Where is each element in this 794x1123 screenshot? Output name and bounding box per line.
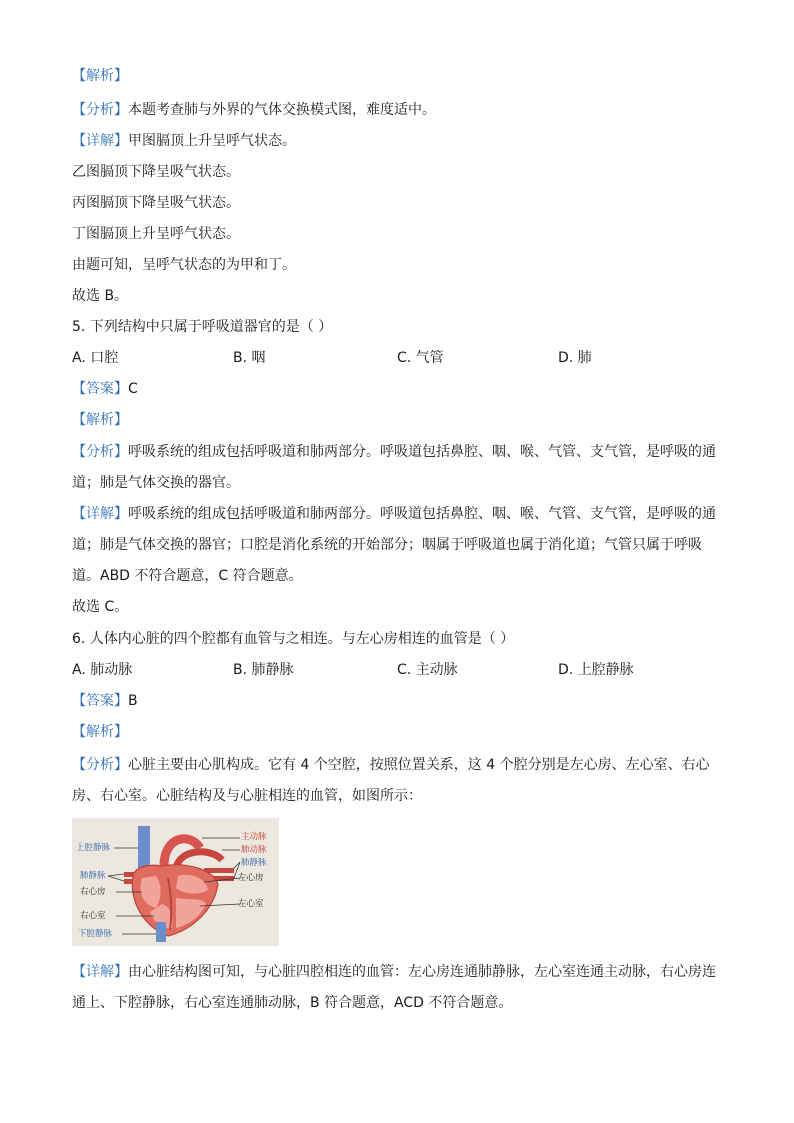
q4-detail-4: 丁图膈顶上升呈呼气状态。: [72, 226, 240, 242]
label-aorta: 主动脉: [241, 832, 267, 842]
fenxi-tag: 【分析】: [72, 444, 128, 460]
label-pulmonary-vein-right: 肺静脉: [241, 858, 267, 868]
q5-detail-3: 道。ABD 不符合题意，C 符合题意。: [72, 568, 303, 584]
q6-option-c: C. 主动脉: [397, 662, 458, 678]
q6-jiexi-tag: 【解析】: [72, 724, 128, 740]
xiangjie-tag: 【详解】: [72, 506, 128, 522]
fenxi-tag: 【分析】: [72, 757, 128, 773]
label-left-ventricle: 左心室: [238, 899, 264, 909]
label-inferior-vena-cava: 下腔静脉: [78, 929, 113, 939]
label-right-ventricle: 右心室: [80, 911, 106, 921]
q6-option-d: D. 上腔静脉: [558, 662, 634, 678]
q4-detail-5: 由题可知，呈呼气状态的为甲和丁。: [72, 257, 296, 273]
q5-analysis-2: 道；肺是气体交换的器官。: [72, 475, 240, 491]
q4-detail-1: [72, 132, 296, 150]
q5-analysis-text-1: 呼吸系统的组成包括呼吸道和肺两部分。呼吸道包括鼻腔、咽、喉、气管、支气管，是呼吸的通: [128, 444, 716, 460]
q6-answer: [72, 692, 138, 710]
q6-analysis-text-1: 心脏主要由心肌构成。它有 4 个空腔，按照位置关系，这 4 个腔分别是左心房、左心室、右心: [128, 757, 710, 773]
q4-analysis: [72, 101, 436, 119]
q4-detail-2: 乙图膈顶下降呈吸气状态。: [72, 164, 240, 180]
label-pulmonary-vein-left: 肺静脉: [80, 871, 106, 881]
label-pulmonary-artery: 肺动脉: [241, 845, 267, 855]
q6-answer-value: B: [128, 693, 138, 709]
label-left-atrium: 左心房: [238, 873, 264, 883]
q6-option-a: A. 肺动脉: [72, 662, 133, 678]
q5-option-d: D. 肺: [558, 350, 592, 366]
q6-detail-2: 通上、下腔静脉，右心室连通肺动脉，B 符合题意，ACD 不符合题意。: [72, 995, 513, 1011]
q4-analysis-text: 本题考查肺与外界的气体交换模式图，难度适中。: [128, 102, 436, 118]
fenxi-tag: 【分析】: [72, 102, 128, 118]
q4-conclusion: 故选 B。: [72, 288, 129, 304]
q5-answer: [72, 380, 138, 398]
xiangjie-tag: 【详解】: [72, 964, 128, 980]
q6-detail-1: [72, 963, 716, 981]
q5-detail-1: [72, 505, 716, 523]
q5-option-b: B. 咽: [233, 350, 266, 366]
label-superior-vena-cava: 上腔静脉: [76, 843, 111, 853]
q6-analysis-2: 房、右心室。心脏结构及与心脏相连的血管，如图所示：: [72, 788, 422, 804]
q5-stem: 5. 下列结构中只属于呼吸道器官的是（ ）: [72, 319, 333, 335]
q4-detail-text-1: 甲图膈顶上升呈呼气状态。: [128, 133, 296, 149]
analysis-tag: 【解析】: [72, 68, 128, 84]
q5-detail-2: 道；肺是气体交换的器官；口腔是消化系统的开始部分；咽属于呼吸道也属于消化道；气管只属于呼吸: [72, 537, 702, 553]
q5-conclusion: 故选 C。: [72, 599, 129, 615]
answer-tag: 【答案】: [72, 381, 128, 397]
q6-stem: 6. 人体内心脏的四个腔都有血管与之相连。与左心房相连的血管是（ ）: [72, 631, 515, 647]
answer-tag: 【答案】: [72, 693, 128, 709]
q5-option-a: A. 口腔: [72, 350, 119, 366]
q6-option-b: B. 肺静脉: [233, 662, 294, 678]
q5-analysis-1: [72, 443, 716, 461]
q6-analysis-1: [72, 756, 710, 774]
q4-detail-3: 丙图膈顶下降呈吸气状态。: [72, 195, 240, 211]
xiangjie-tag: 【详解】: [72, 133, 128, 149]
q5-answer-value: C: [128, 381, 138, 397]
label-right-atrium: 右心房: [80, 887, 106, 897]
q5-jiexi-tag: 【解析】: [72, 412, 128, 428]
heart-diagram: [72, 818, 279, 946]
q5-option-c: C. 气管: [397, 350, 444, 366]
q6-detail-text-1: 由心脏结构图可知，与心脏四腔相连的血管：左心房连通肺静脉，左心室连通主动脉，右心房连: [128, 964, 716, 980]
q5-detail-text-1: 呼吸系统的组成包括呼吸道和肺两部分。呼吸道包括鼻腔、咽、喉、气管、支气管，是呼吸的通: [128, 506, 716, 522]
